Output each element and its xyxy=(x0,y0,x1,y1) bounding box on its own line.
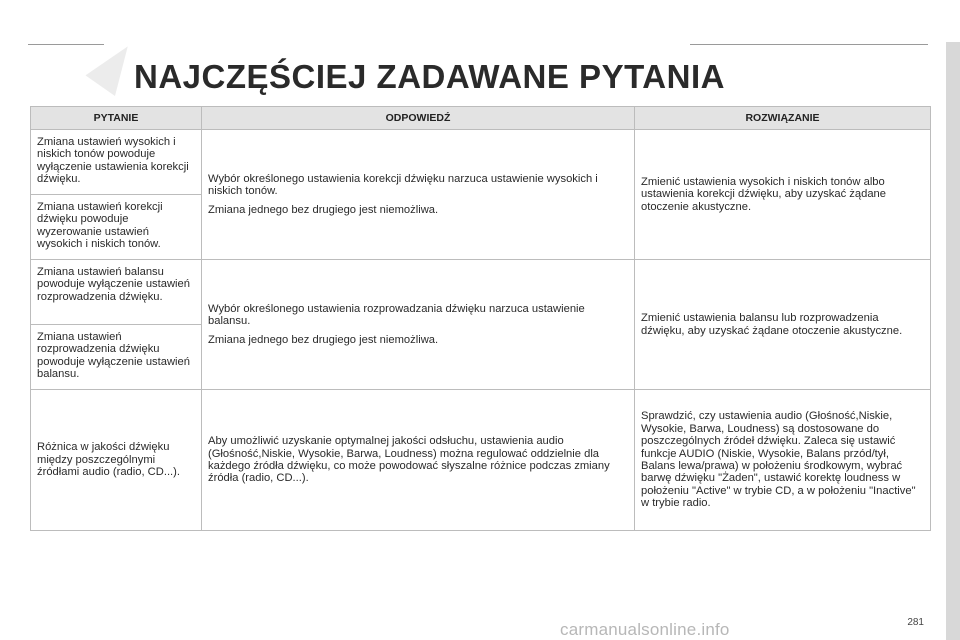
answer-text: Zmiana jednego bez drugiego jest niemożliwa. xyxy=(208,203,439,216)
solution-cell: Zmienić ustawienia wysokich i niskich tonów albo ustawienia korekcji dźwięku, aby uzyskać żądane otoczenie akustyczne. xyxy=(635,130,931,260)
table-row xyxy=(31,130,931,195)
table-row xyxy=(31,260,931,325)
question-cell: Zmiana ustawień wysokich i niskich tonów powoduje wyłączenie ustawienia korekcji dźwięku. xyxy=(31,130,202,195)
answer-text: Aby umożliwić uzyskanie optymalnej jakości odsłuchu, ustawienia audio (Głośność,Niskie, Wysokie, Barwa, Loudness) można regulować oddzielnie dla każdego źródła dźwięku, co może powodować słyszalne różnice podczas zmiany źródła (radio, CD...). xyxy=(208,435,610,485)
top-rule-right xyxy=(690,44,928,45)
question-cell: Różnica w jakości dźwięku między poszczególnymi źródłami audio (radio, CD...). xyxy=(31,390,202,531)
question-cell: Zmiana ustawień balansu powoduje wyłączenie ustawień rozprowadzenia dźwięku. xyxy=(31,260,202,325)
question-cell: Zmiana ustawień rozprowadzenia dźwięku powoduje wyłączenie ustawień balansu. xyxy=(31,325,202,390)
answer-cell xyxy=(202,390,635,531)
page-title: NAJCZĘŚCIEJ ZADAWANE PYTANIA xyxy=(134,58,725,95)
question-cell: Zmiana ustawień korekcji dźwięku powoduje wyzerowanie ustawień wysokich i niskich tonów. xyxy=(31,195,202,260)
side-tab xyxy=(946,42,960,640)
answer-cell xyxy=(202,260,635,390)
header-answer: ODPOWIEDŹ xyxy=(202,107,635,130)
answer-cell xyxy=(202,130,635,260)
answer-text: Wybór określonego ustawienia rozprowadzania dźwięku narzuca ustawienie balansu. xyxy=(208,302,585,328)
watermark: carmanualsonline.info xyxy=(560,620,730,639)
header-solution: ROZWIĄZANIE xyxy=(635,107,931,130)
top-rule-left xyxy=(28,44,104,45)
answer-text: Wybór określonego ustawienia korekcji dźwięku narzuca ustawienie wysokich i niskich tonów. xyxy=(208,172,598,198)
answer-text: Zmiana jednego bez drugiego jest niemożliwa. xyxy=(208,333,439,346)
solution-cell: Zmienić ustawienia balansu lub rozprowadzenia dźwięku, aby uzyskać żądane otoczenie akustyczne. xyxy=(635,260,931,390)
table-row xyxy=(31,390,931,531)
faq-table xyxy=(30,106,931,531)
solution-cell: Sprawdzić, czy ustawienia audio (Głośność,Niskie, Wysokie, Barwa, Loudness) są dostosowane do poszczególnych źródeł dźwięku. Zaleca się ustawić funkcje AUDIO (Niskie, Wysokie, Balans przód/tył, Balans lewa/prawa) w położeniu środkowym, wybrać barwę dźwięku "Żaden", ustawić korektę loudness w położeniu "Active" w trybie CD, a w położeniu "Inactive" w trybie radio. xyxy=(635,390,931,531)
header-question: PYTANIE xyxy=(31,107,202,130)
page-number: 281 xyxy=(907,617,924,628)
table-header-row xyxy=(31,107,931,130)
